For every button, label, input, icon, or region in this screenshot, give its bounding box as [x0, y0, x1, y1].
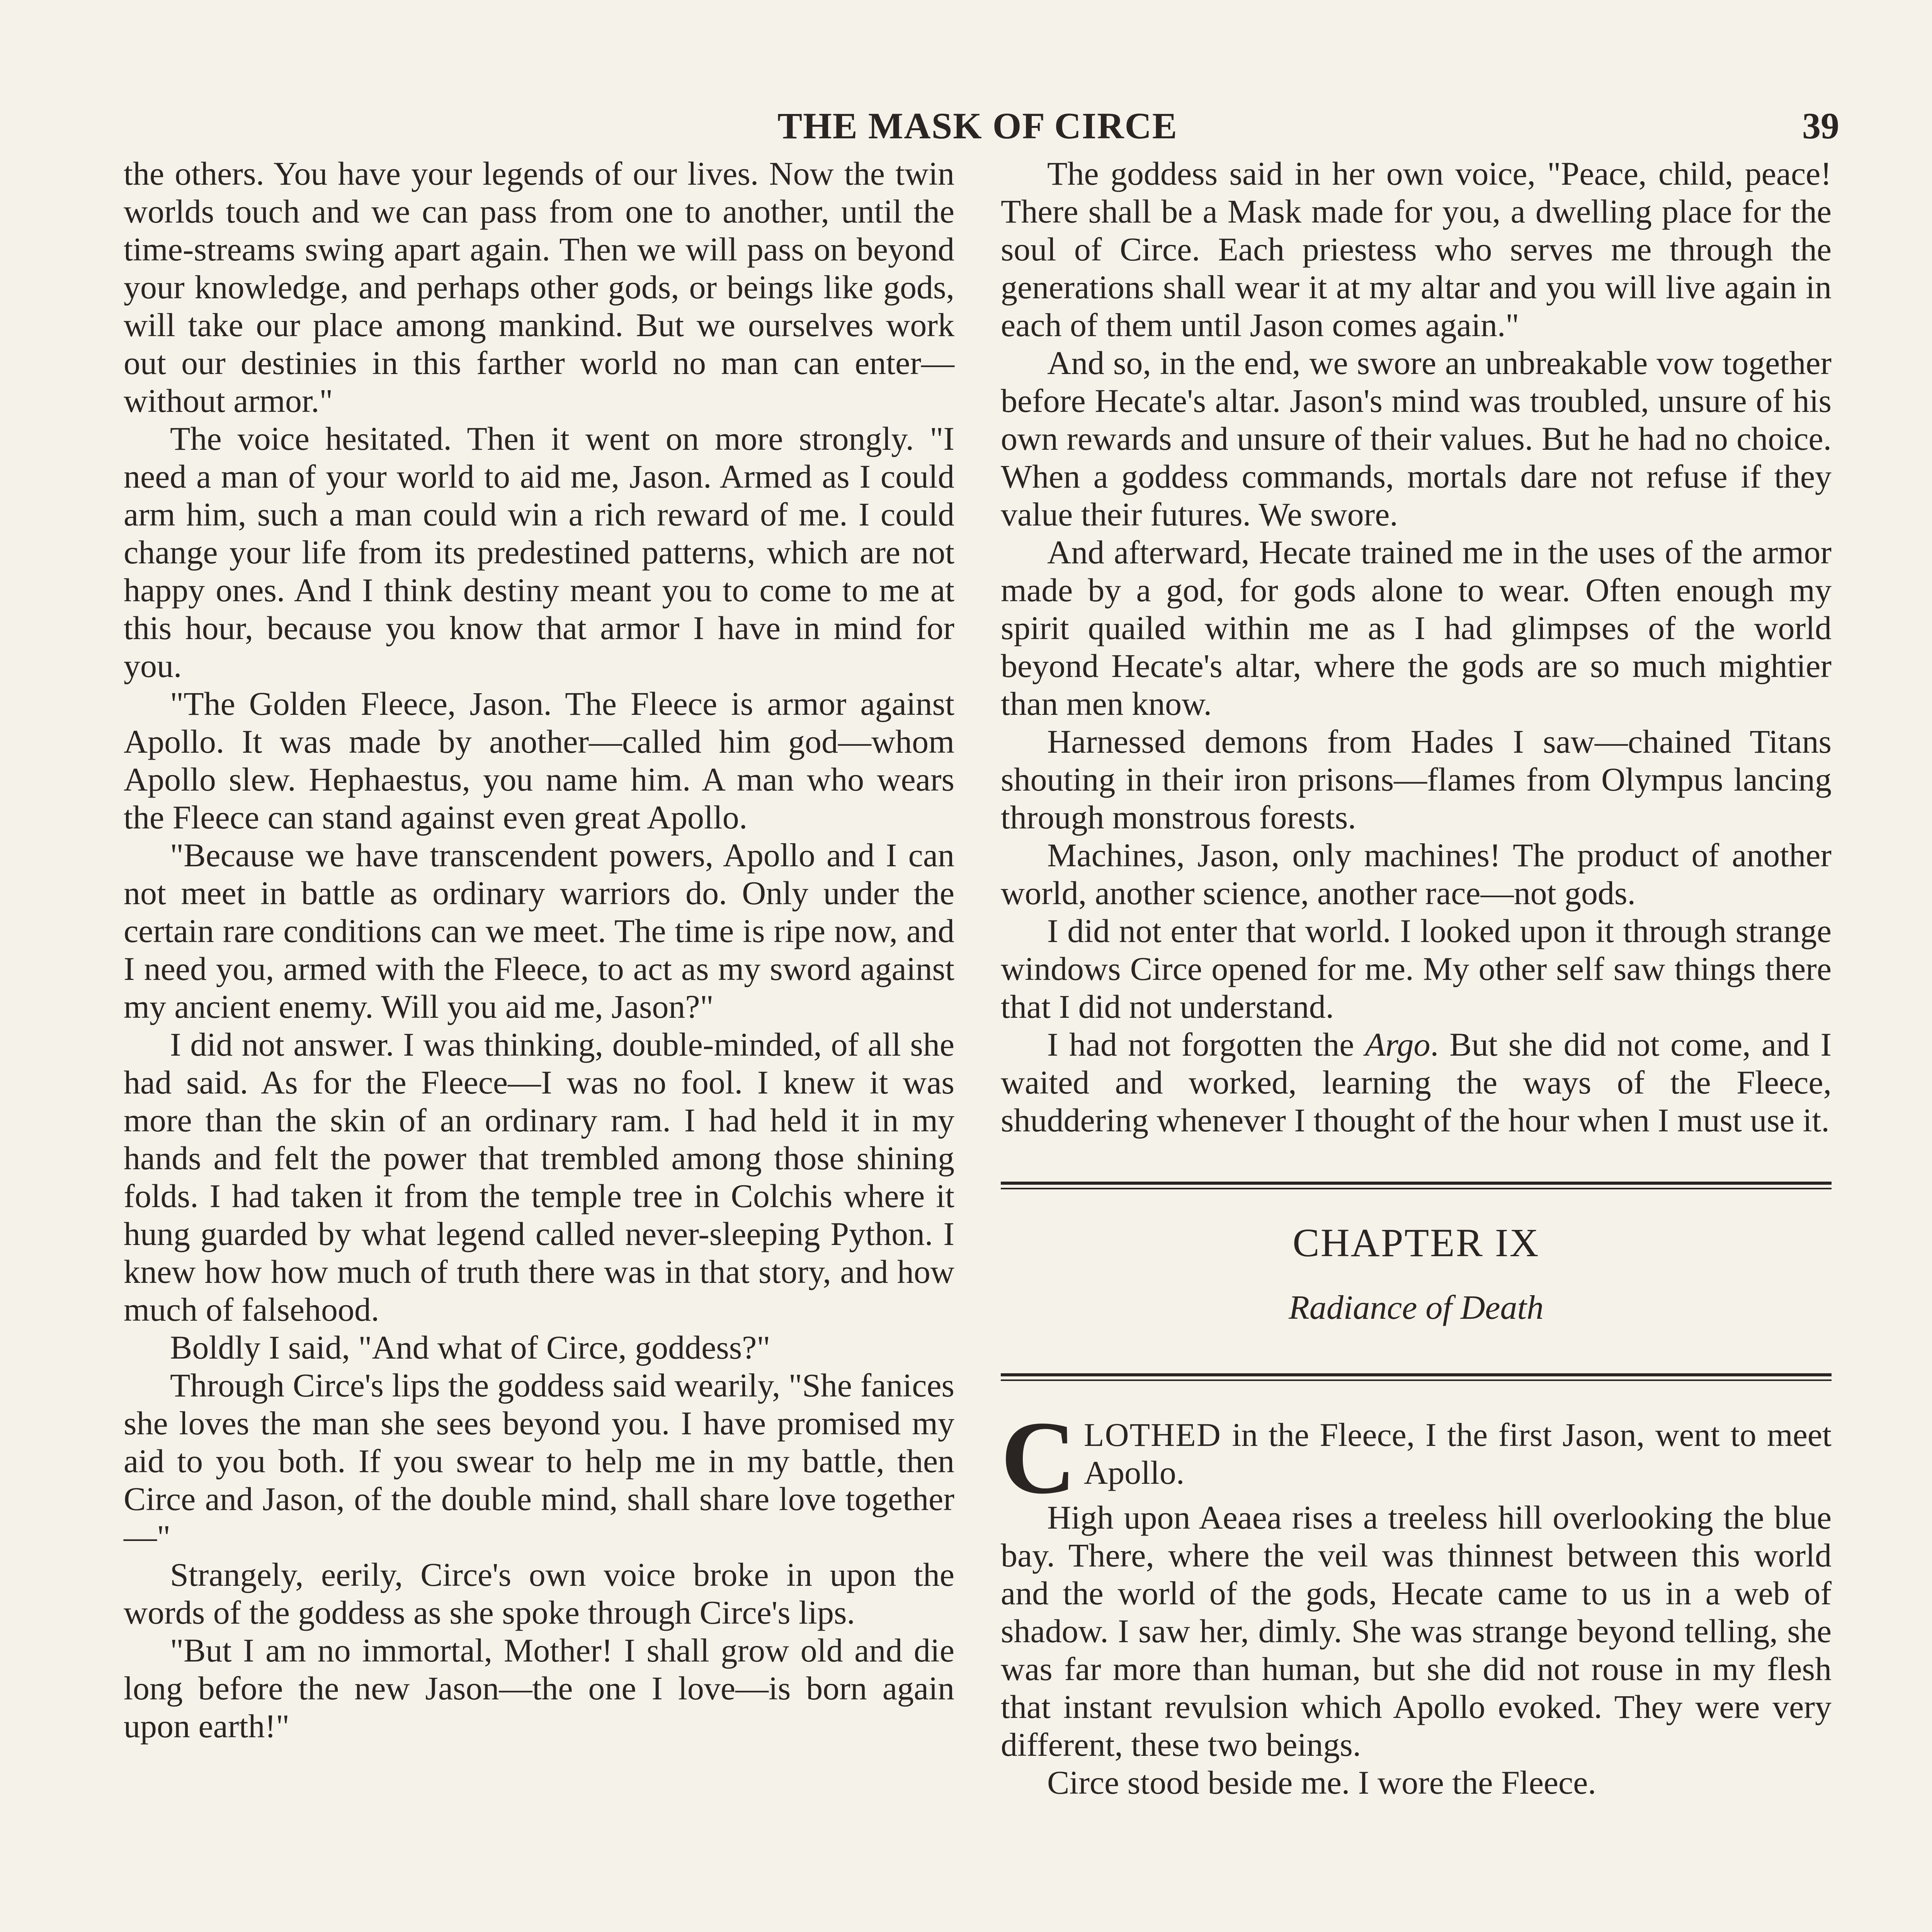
- paragraph: And so, in the end, we swore an unbreakable vow together before Hecate's altar. Jason's mind was troubled, unsure of his own rewards and unsure of their values. But he had no choice. When a goddess commands, mortals dare not refuse if they value their futures. We swore.: [1001, 344, 1832, 533]
- chapter-subtitle: Radiance of Death: [1289, 1289, 1544, 1327]
- running-title: THE MASK OF CIRCE: [777, 105, 1178, 146]
- paragraph: the others. You have your legends of our lives. Now the twin worlds touch and we can pass from one to another, until the time-streams swing apart again. Then we will pass on beyond your knowledge, and perhaps other gods, or beings like gods, will take our place among mankind. But we ourselves work out our destinies in this farther world no man can enter—without armor.": [124, 155, 954, 419]
- page-number: 39: [1802, 105, 1839, 146]
- paragraph-argo: [1001, 1026, 1832, 1139]
- right-column: [1001, 155, 1832, 1801]
- paragraph: The goddess said in her own voice, "Peace, child, peace! There shall be a Mask made for you, a dwelling place for the soul of Circe. Each priestess who serves me through the generations shall wear it at my altar and you will live again in each of them until Jason comes again.": [1001, 155, 1832, 344]
- paragraph: I did not enter that world. I looked upon it through strange windows Circe opened for me. My other self saw things there that I did not understand.: [1001, 912, 1832, 1025]
- left-column: [124, 155, 954, 1745]
- paragraph: Through Circe's lips the goddess said wearily, "She fanices she loves the man she sees beyond you. I have promised my aid to you both. If you swear to help me in my battle, then Circe and Jason, of the double mind, shall share love together—": [124, 1367, 954, 1555]
- divider-top: [1001, 1182, 1832, 1189]
- paragraph: I did not answer. I was thinking, double-minded, of all she had said. As for the Fleece—I was no fool. I knew it was more than the skin of an ordinary ram. I had held it in my hands and felt the power that trembled among those shining folds. I had taken it from the temple tree in Colchis where it hung guarded by what legend called never-sleeping Python. I knew how how much of truth there was in that story, and how much of falsehood.: [124, 1026, 954, 1328]
- chapter-heading: [1001, 1182, 1832, 1381]
- page-header: [116, 104, 1839, 151]
- paragraph: And afterward, Hecate trained me in the uses of the armor made by a god, for gods alone to wear. Often enough my spirit quailed within me as I had glimpses of the world beyond Hecate's altar, where the gods are so much mightier than men know.: [1001, 534, 1832, 722]
- chapter-title: CHAPTER IX: [1293, 1221, 1540, 1265]
- drop-cap: C: [1001, 1400, 1076, 1515]
- paragraph: High upon Aeaea rises a treeless hill overlooking the blue bay. There, where the veil was thinnest between this world and the world of the gods, Hecate came to us in a web of shadow. I saw her, dimly. She was strange beyond telling, she was far more than human, but she did not rouse in my flesh that instant revulsion which Apollo evoked. They were very different, these two beings.: [1001, 1499, 1832, 1763]
- divider-bottom: [1001, 1373, 1832, 1381]
- chapter-opening: [1001, 1400, 1832, 1801]
- opening-paragraph: [1001, 1400, 1832, 1515]
- paragraph: Circe stood beside me. I wore the Fleece.: [1047, 1764, 1596, 1801]
- argo-before: I had not forgotten the: [1047, 1026, 1365, 1063]
- opening-first-words: LOTHED: [1084, 1416, 1221, 1453]
- argo-italic: Argo: [1365, 1026, 1430, 1063]
- paragraph: "The Golden Fleece, Jason. The Fleece is armor against Apollo. It was made by another—called him god—whom Apollo slew. Hephaestus, you name him. A man who wears the Fleece can stand against even great Apollo.: [124, 685, 954, 836]
- argo-after: . But she did not come, and I waited and worked, learning the ways of the Fleece, shuddering whenever I thought of the hour when I must use it.: [1001, 1026, 1832, 1139]
- opening-rest: in the Fleece, I the first Jason, went to meet Apollo.: [1084, 1416, 1832, 1491]
- paragraph: Machines, Jason, only machines! The product of another world, another science, another race—not gods.: [1001, 837, 1832, 912]
- paragraph: Strangely, eerily, Circe's own voice broke in upon the words of the goddess as she spoke through Circe's lips.: [124, 1556, 954, 1631]
- paragraph: Harnessed demons from Hades I saw—chained Titans shouting in their iron prisons—flames from Olympus lancing through monstrous forests.: [1001, 723, 1832, 836]
- paragraph: "Because we have transcendent powers, Apollo and I can not meet in battle as ordinary warriors do. Only under the certain rare conditions can we meet. The time is ripe now, and I need you, armed with the Fleece, to act as my sword against my ancient enemy. Will you aid me, Jason?": [124, 837, 954, 1025]
- paragraph: "But I am no immortal, Mother! I shall grow old and die long before the new Jason—the one I love—is born again upon earth!": [124, 1632, 954, 1745]
- paragraph: The voice hesitated. Then it went on more strongly. "I need a man of your world to aid me, Jason. Armed as I could arm him, such a man could win a rich reward of me. I could change your life from its predestined patterns, which are not happy ones. And I think destiny meant you to come to me at this hour, because you know that armor I have in mind for you.: [124, 420, 954, 684]
- paragraph: Boldly I said, "And what of Circe, goddess?": [170, 1329, 770, 1366]
